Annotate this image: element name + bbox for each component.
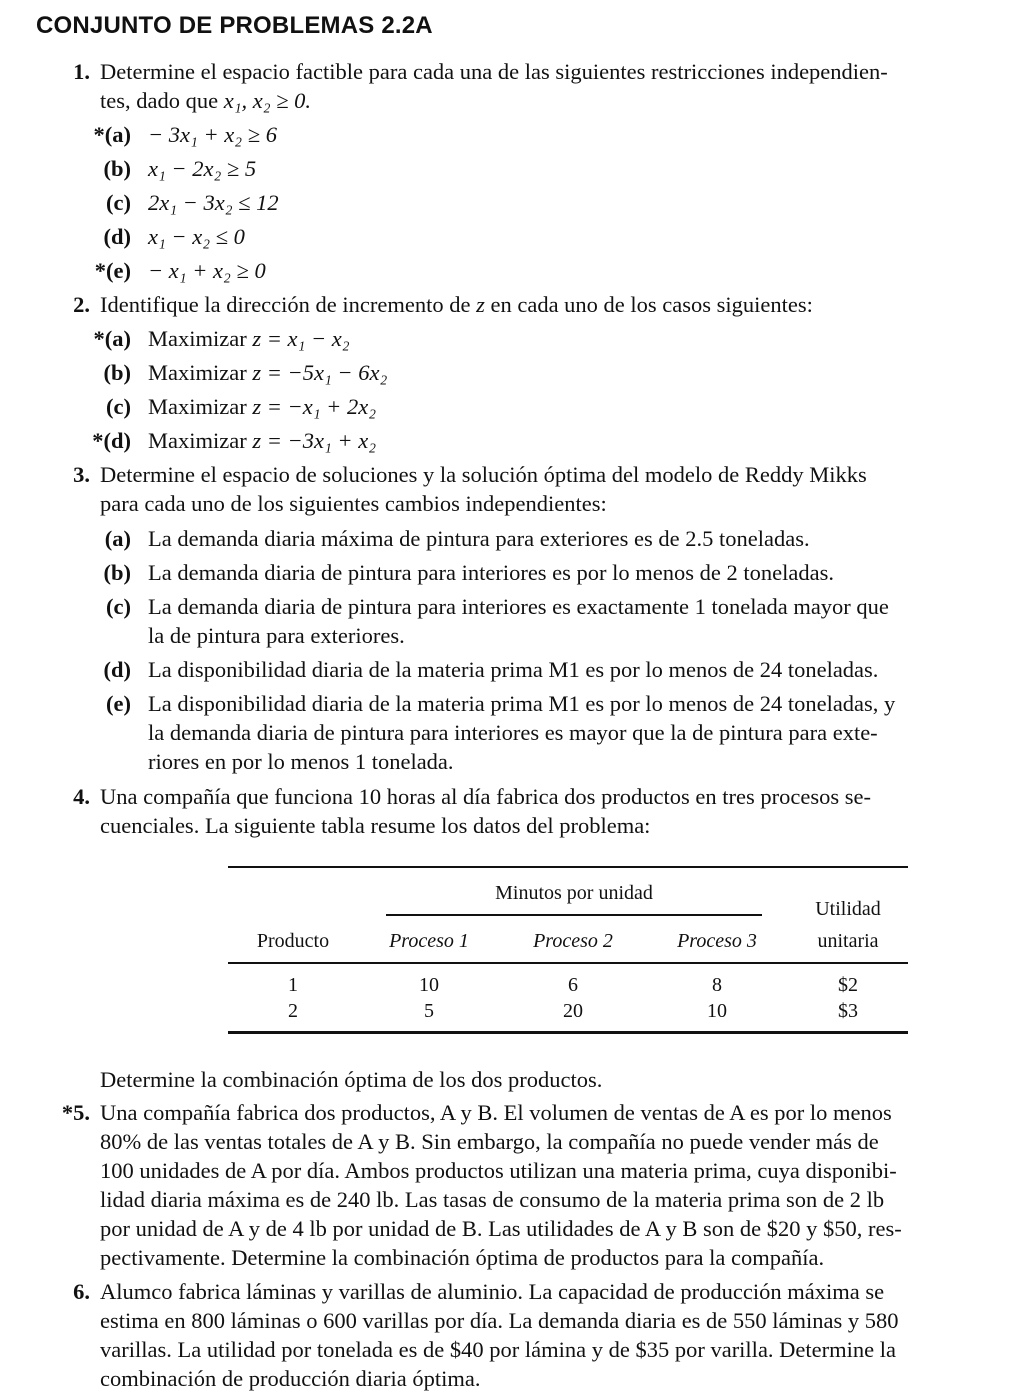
problem-number: 1. — [73, 59, 90, 84]
objective-label: Maximizar — [148, 394, 253, 419]
problem-line: para cada uno de los siguientes cambios independientes: — [100, 491, 607, 516]
data-table — [228, 866, 908, 1036]
math-expression: − 3x₁ + x₂ ≥ 6 — [148, 122, 277, 147]
subitem-label: (d) — [103, 657, 131, 682]
table-bottom-rule — [228, 1031, 908, 1034]
table-cell: 20 — [563, 1000, 583, 1022]
table-cell: 1 — [288, 974, 298, 996]
subitem-text: La disponibilidad diaria de la materia prima M1 es por lo menos de 24 toneladas. — [148, 657, 879, 682]
math-expression: − x₁ + x₂ ≥ 0 — [148, 258, 266, 283]
objective-label: Maximizar — [148, 360, 253, 385]
subitem-label: (b) — [103, 156, 131, 181]
subitem-label: *(a) — [93, 122, 131, 147]
header-utility-2: unitaria — [817, 930, 879, 952]
problem-line: por unidad de A y de 4 lb por unidad de B. Las utilidades de A y B son de $20 y $50, res- — [100, 1216, 902, 1241]
table-cell: 5 — [424, 1000, 434, 1022]
subitem-text — [148, 392, 1000, 421]
problem-line: pectivamente. Determine la combinación óptima de productos para la compañía. — [100, 1245, 825, 1270]
group-header: Minutos por unidad — [495, 882, 653, 904]
table-cell: $3 — [838, 1000, 858, 1022]
header-process-1: Proceso 1 — [389, 930, 469, 952]
header-process-2: Proceso 2 — [533, 930, 613, 952]
table-top-rule — [228, 866, 908, 868]
math-expression: x₁, x₂ ≥ 0. — [223, 88, 312, 113]
subitem-label: (b) — [103, 560, 131, 585]
math-expression: 2x₁ − 3x₂ ≤ 12 — [148, 190, 279, 215]
math-expression: z = −x₁ + 2x₂ — [252, 394, 377, 419]
problem-number: 3. — [73, 462, 90, 487]
header-product: Producto — [256, 930, 330, 952]
problem-line: Una compañía fabrica dos productos, A y B. El volumen de ventas de A es por lo menos — [100, 1100, 892, 1125]
section-heading: CONJUNTO DE PROBLEMAS 2.2A — [36, 12, 433, 39]
header-utility-1: Utilidad — [815, 898, 881, 920]
problem-line: cuenciales. La siguiente tabla resume los datos del problema: — [100, 813, 651, 838]
objective-label: Maximizar — [148, 428, 253, 453]
subitem-text: la de pintura para exteriores. — [148, 623, 405, 648]
table-cell: 10 — [707, 1000, 727, 1022]
table-cell: $2 — [838, 974, 858, 996]
subitem-text — [148, 358, 1000, 387]
math-expression: z = −5x₁ − 6x₂ — [252, 360, 388, 385]
problem-line: Determine el espacio factible para cada una de las siguientes restricciones independien- — [100, 59, 888, 84]
math-expression: z = −3x₁ + x₂ — [252, 428, 377, 453]
table-cell: 6 — [568, 974, 578, 996]
subitem-text: La demanda diaria de pintura para interiores es por lo menos de 2 toneladas. — [148, 560, 834, 585]
problem-line: varillas. La utilidad por tonelada es de $40 por lámina y de $35 por varilla. Determine la — [100, 1337, 896, 1362]
subitem-label: *(d) — [92, 428, 131, 453]
problem-line: combinación de producción diaria óptima. — [100, 1366, 481, 1391]
problem-line: 80% de las ventas totales de A y B. Sin embargo, la compañía no puede vender más de — [100, 1129, 879, 1154]
problem-text: tes, dado que — [100, 88, 224, 113]
subitem-label: (c) — [106, 594, 131, 619]
subitem-label: (b) — [103, 360, 131, 385]
header-rule — [228, 962, 908, 964]
problem-line: 100 unidades de A por día. Ambos productos utilizan una materia prima, cuya disponibi- — [100, 1158, 897, 1183]
math-expression: z = x₁ − x₂ — [252, 326, 350, 351]
objective-label: Maximizar — [148, 326, 253, 351]
subitem-label: *(a) — [93, 326, 131, 351]
problem-number: *5. — [61, 1100, 90, 1125]
subitem-text — [148, 426, 1000, 455]
problem-text: en cada uno de los casos siguientes: — [484, 292, 813, 317]
subitem-text: riores en por lo menos 1 tonelada. — [148, 749, 454, 774]
subitem-label: (c) — [106, 394, 131, 419]
problem-number: 6. — [73, 1279, 90, 1304]
subitem-label: (e) — [106, 691, 131, 716]
subitem-text: La demanda diaria de pintura para interiores es exactamente 1 tonelada mayor que — [148, 594, 889, 619]
subitem-text — [148, 324, 1000, 353]
subitem-text: La disponibilidad diaria de la materia prima M1 es por lo menos de 24 toneladas, y — [148, 691, 896, 716]
problem-number: 2. — [73, 292, 90, 317]
subitem-text: La demanda diaria máxima de pintura para exteriores es de 2.5 toneladas. — [148, 526, 810, 551]
header-process-3: Proceso 3 — [677, 930, 757, 952]
subitem-label: (c) — [106, 190, 131, 215]
subitem-label: (a) — [104, 526, 131, 551]
subitem-text: la demanda diaria de pintura para interiores es mayor que la de pintura para exte- — [148, 720, 878, 745]
problem-line: Determine la combinación óptima de los dos productos. — [100, 1067, 603, 1092]
problem-line: lidad diaria máxima es de 240 lb. Las tasas de consumo de la materia prima son de 2 lb — [100, 1187, 885, 1212]
subitem-label: (d) — [103, 224, 131, 249]
table-cell: 2 — [288, 1000, 298, 1022]
table-cell: 8 — [712, 974, 722, 996]
problem-text: Identifique la dirección de incremento de — [100, 292, 477, 317]
problem-line: Una compañía que funciona 10 horas al día fabrica dos productos en tres procesos se- — [100, 784, 871, 809]
math-expression: x₁ − 2x₂ ≥ 5 — [148, 156, 257, 181]
math-expression: x₁ − x₂ ≤ 0 — [148, 224, 245, 249]
subitem-label: *(e) — [94, 258, 131, 283]
table-cell: 10 — [419, 974, 439, 996]
problem-line: Determine el espacio de soluciones y la solución óptima del modelo de Reddy Mikks — [100, 462, 867, 487]
problem-line — [100, 290, 1000, 319]
problem-line: estima en 800 láminas o 600 varillas por día. La demanda diaria es de 550 láminas y 580 — [100, 1308, 899, 1333]
math-variable: z — [476, 292, 485, 317]
problem-line — [100, 86, 1000, 115]
problem-number: 4. — [73, 784, 90, 809]
group-header-rule — [386, 914, 762, 916]
problem-line: Alumco fabrica láminas y varillas de aluminio. La capacidad de producción máxima se — [100, 1279, 885, 1304]
